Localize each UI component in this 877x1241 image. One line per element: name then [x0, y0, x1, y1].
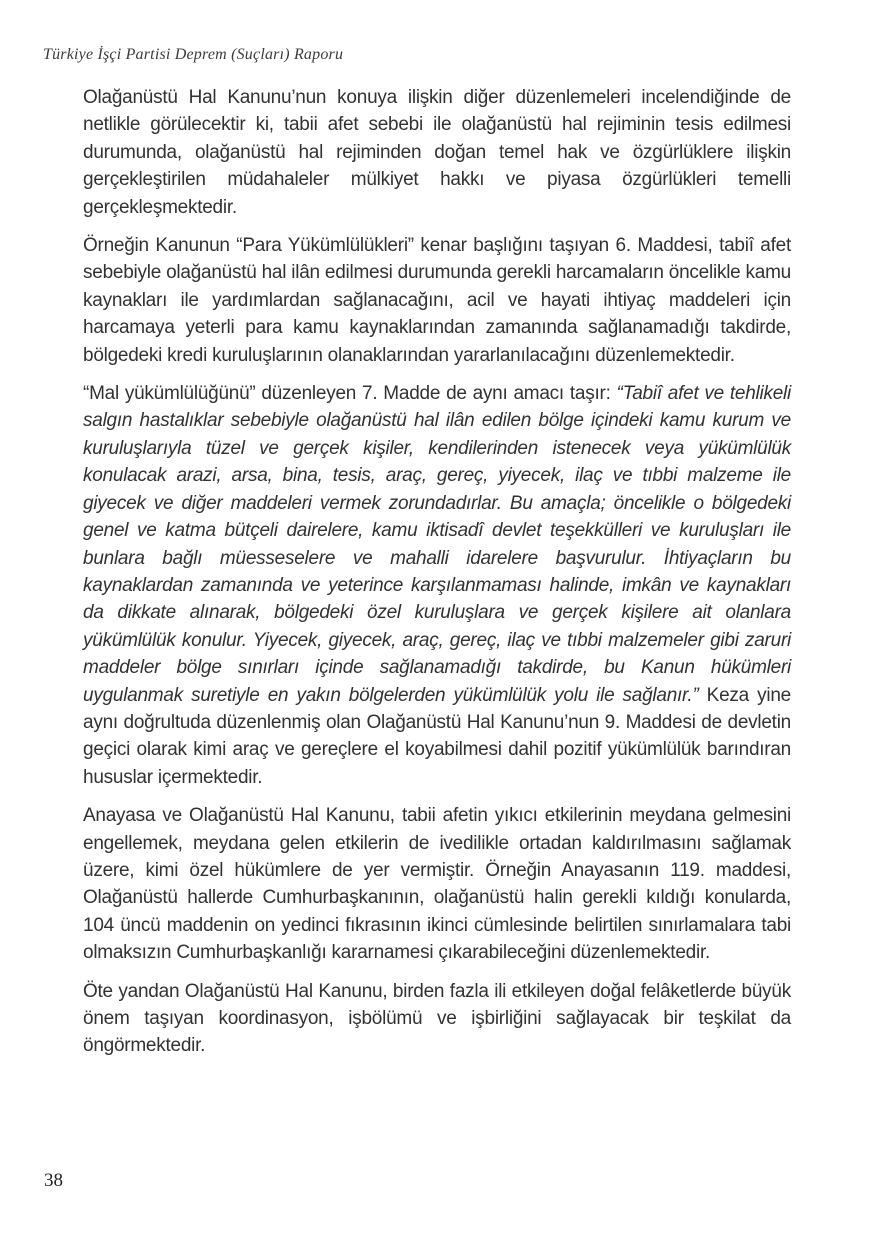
- legal-quote: “Tabiî afet ve tehlikeli salgın hastalıklar sebebiyle olağanüstü hal ilân edilen bölge içindeki kamu kurum ve kuruluşlarıyla tüzel ve gerçek kişiler, kendilerinden istenecek veya yükümlülük konulacak arazi, arsa, bina, tesis, araç, gereç, yiyecek, ilaç ve tıbbi malzeme ile giyecek ve diğer maddeleri vermek zorundadırlar. Bu amaçla; öncelikle o bölgedeki genel ve katma bütçeli dairelere, kamu iktisadî devlet teşekkülleri ve kuruluşları ile bunlara bağlı müesseselere ve mahalli idarelere başvurulur. İhtiyaçların bu kaynaklardan zamanında ve yeterince karşılanmaması halinde, imkân ve kaynakları da dikkate alınarak, bölgedeki özel kuruluşlara ve gerçek kişilere ait olanlara yükümlülük konulur. Yiyecek, giyecek, araç, gereç, ilaç ve tıbbi malzemeler gibi zaruri maddeler bölge sınırları içinde sağlanamadığı takdirde, bu Kanun hükümleri uygulanmak suretiyle en yakın bölgelerden yükümlülük yolu ile sağlanır.”: [83, 383, 791, 706]
- body-paragraph: Olağanüstü Hal Kanunu’nun konuya ilişkin diğer düzenlemeleri incelendiğinde de netlikle görülecektir ki, tabii afet sebebi ile olağanüstü hal rejiminin tesis edilmesi durumunda, olağanüstü hal rejiminden doğan temel hak ve özgürlüklere ilişkin gerçekleştirilen müdahaleler mülkiyet hakkı ve piyasa özgürlükleri temelli gerçekleşmektedir.: [83, 87, 791, 218]
- body-paragraph: [83, 380, 791, 791]
- document-body: [83, 84, 791, 1060]
- paragraph-text: Keza yine aynı doğrultuda düzenlenmiş olan Olağanüstü Hal Kanunu’nun 9. Maddesi de devletin geçici olarak kimi araç ve gereçlere el koyabilmesi dahil pozitif yükümlülük barındıran hususlar içermektedir.: [83, 684, 791, 788]
- paragraph-text: “Mal yükümlülüğünü” düzenleyen 7. Madde de aynı amacı taşır:: [83, 383, 617, 405]
- body-paragraph: Öte yandan Olağanüstü Hal Kanunu, birden fazla ili etkileyen doğal felâketlerde büyük önem taşıyan koordinasyon, işbölümü ve işbirliğini sağlayacak bir teşkilat da öngörmektedir.: [83, 980, 791, 1057]
- running-header: Türkiye İşçi Partisi Deprem (Suçları) Raporu: [43, 46, 344, 63]
- body-paragraph: Örneğin Kanunun “Para Yükümlülükleri” kenar başlığını taşıyan 6. Maddesi, tabiî afet sebebiyle olağanüstü hal ilân edilmesi durumunda gerekli harcamaların öncelikle kamu kaynakları ile yardımlardan sağlanacağını, acil ve hayati ihtiyaç maddeleri için harcamaya yeterli para kamu kaynaklarından zamanında sağlanamadığı takdirde, bölgedeki kredi kuruluşlarının olanaklarından yararlanılacağını düzenlemektedir.: [83, 235, 791, 366]
- body-paragraph: Anayasa ve Olağanüstü Hal Kanunu, tabii afetin yıkıcı etkilerinin meydana gelmesini engellemek, meydana gelen etkilerin de ivedilikle ortadan kaldırılmasını sağlamak üzere, kimi özel hükümlere de yer vermiştir. Örneğin Anayasanın 119. maddesi, Olağanüstü hallerde Cumhurbaşkanının, olağanüstü halin gerekli kıldığı konularda, 104 üncü maddenin on yedinci fıkrasının ikinci cümlesinde belirtilen sınırlamalara tabi olmaksızın Cumhurbaşkanlığı kararnamesi çıkarabileceğini düzenlemektedir.: [83, 805, 791, 964]
- page-number: 38: [44, 1170, 63, 1191]
